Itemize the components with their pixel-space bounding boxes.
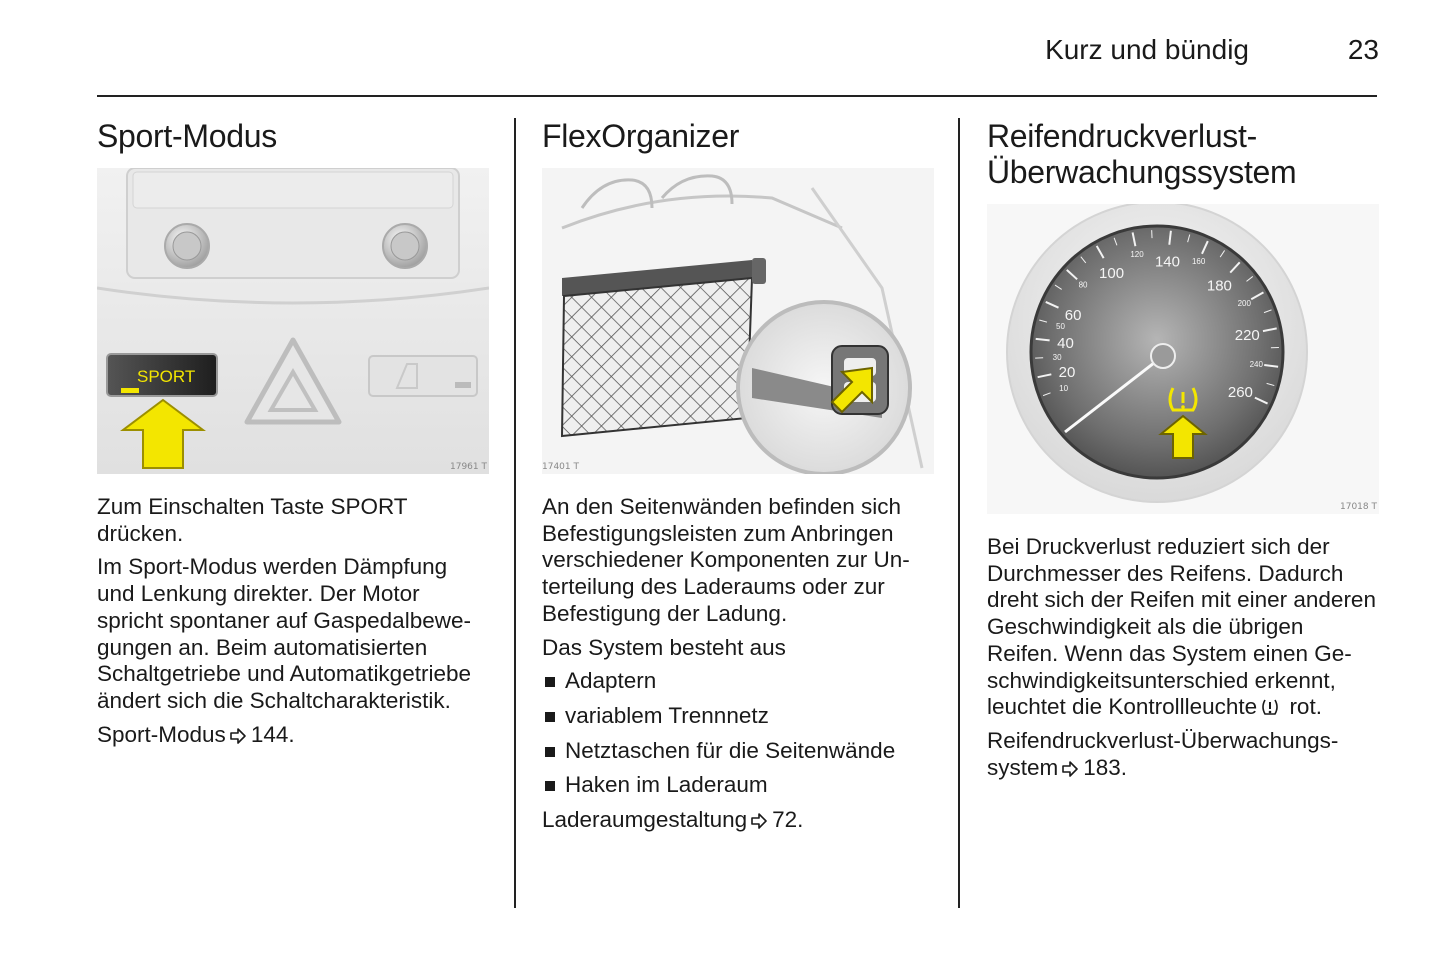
cargo-net [562,278,752,436]
reference-arrow-icon [1061,760,1079,778]
list-item: Haken im Laderaum [542,772,934,799]
gauge-major-label: 60 [1064,307,1082,325]
running-header-section: Kurz und bündig [1045,34,1249,65]
section-sport-modus [97,118,489,755]
section-body [987,534,1379,781]
figure-code: 17018 T [1340,502,1377,512]
sport-button-illustration [97,168,489,474]
column-divider [514,118,516,908]
figure-code: 17961 T [450,462,487,472]
gauge-minor-label: 160 [1191,257,1206,267]
paragraph: Zum Einschalten Taste SPORT drücken. [97,494,408,546]
figure-code: 17401 T [542,462,579,472]
speedometer-illustration [987,204,1379,514]
gauge-minor-label: 240 [1249,360,1263,370]
cargo-net-illustration [542,168,934,474]
cross-reference[interactable]: Sport-Modus 144. [97,721,295,747]
gauge-major-label: 180 [1206,277,1232,295]
section-heading: Reifendruckverlust-Überwachungssystem [987,118,1297,190]
gauge-major-label: 100 [1099,265,1125,283]
right-panel-button [369,356,477,396]
gauge-major-label: 140 [1154,253,1180,271]
gauge-minor-label: 30 [1052,353,1062,363]
sport-button-label: SPORT [137,367,196,386]
reference-arrow-icon [229,727,247,745]
gauge-major-label: 40 [1057,335,1074,353]
gauge-minor-label: 10 [1059,383,1069,393]
paragraph: Bei Druckverlust reduziert sich der Durchmesser des Reifens. Dadurch dreht sich der Reifen mit einer anderen Geschwindigkeit als die übrigen Reifen. Wenn das System einen Geschwindigkeitsunterschied erkennt, leuchtet die Kontrollleuchte rot. [987,534,1376,720]
list-item: Netztaschen für die Seitenwände [542,738,934,765]
tpms-warning-icon [1260,697,1280,717]
gauge-major-label: 20 [1058,364,1076,382]
paragraph: Im Sport-Modus werden Dämpfung und Lenkung direkter. Der Motor spricht spontaner auf Gaspedalbewegungen an. Beim automatisierten Schaltgetriebe und Automatikgetriebe ändert sich die Schaltcharakteristik. [97,554,471,713]
list-item: variablem Trennnetz [542,703,934,730]
gauge-minor-label: 50 [1056,321,1065,331]
section-heading: Sport-Modus [97,118,277,154]
gauge-minor-label: 120 [1130,250,1144,260]
cross-reference[interactable]: Laderaumgestaltung 72. [542,807,804,833]
gauge-minor-label: 80 [1078,280,1088,290]
column-divider [958,118,960,908]
component-list [542,668,934,799]
cross-reference[interactable]: Reifendruckverlust-Überwachungssystem 183. [987,727,1339,780]
reference-arrow-icon [750,812,768,830]
section-flexorganizer [542,118,934,841]
gauge-major-label: 220 [1234,327,1260,345]
paragraph: An den Seitenwänden befinden sich Befestigungsleisten zum Anbringen verschiedener Komponenten zur Unterteilung des Laderaums oder zur Befestigung der Ladung. [542,494,910,626]
section-heading: FlexOrganizer [542,118,740,154]
gauge-minor-label: 200 [1237,299,1251,309]
paragraph: Das System besteht aus [542,634,786,660]
gauge-major-label: 260 [1227,383,1253,401]
section-body [97,494,489,748]
header-rule [97,95,1377,97]
list-item: Adaptern [542,668,934,695]
section-body [542,494,934,834]
section-tpms [987,118,1379,788]
page-number: 23 [1347,34,1379,65]
